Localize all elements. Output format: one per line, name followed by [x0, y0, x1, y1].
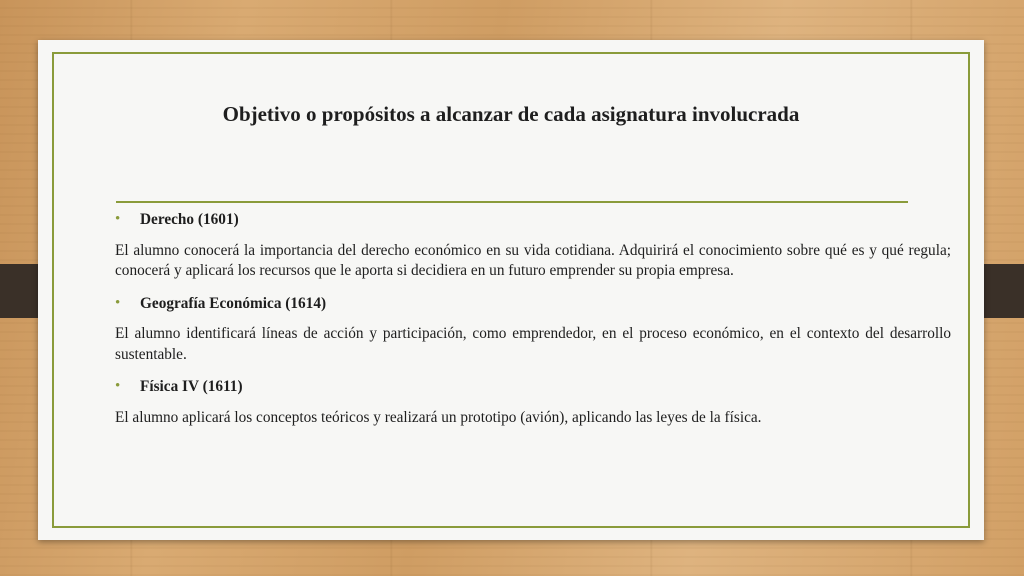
slide-content — [115, 210, 951, 440]
section-heading-text: Física IV (1611) — [140, 378, 243, 395]
slide-title: Objetivo o propósitos a alcanzar de cada asignatura involucrada — [222, 102, 800, 126]
title-divider — [116, 201, 908, 203]
bullet-icon: • — [115, 378, 121, 394]
section-text-derecho: El alumno conocerá la importancia del derecho económico en su vida cotidiana. Adquirirá el conocimiento sobre qué es y qué regula; conocerá y aplicará los recursos que le aporta si decidiera en un futuro emprender su propia empresa. — [115, 241, 951, 279]
section-text-fisica: El alumno aplicará los conceptos teóricos y realizará un prototipo (avión), aplicando las leyes de la física. — [115, 408, 762, 426]
section-heading-derecho — [115, 210, 951, 231]
section-heading-text: Geografía Económica (1614) — [140, 294, 327, 312]
bullet-icon: • — [115, 211, 121, 227]
section-text-geografia: El alumno identificará líneas de acción y participación, como emprendedor, en el proceso económico, en el contexto del desarrollo sustentable. — [115, 325, 951, 363]
section-heading-text: Derecho (1601) — [140, 211, 239, 228]
slide-card — [38, 40, 984, 540]
bullet-icon: • — [115, 294, 121, 311]
section-heading-fisica — [115, 377, 951, 398]
section-heading-geografia — [115, 294, 951, 315]
